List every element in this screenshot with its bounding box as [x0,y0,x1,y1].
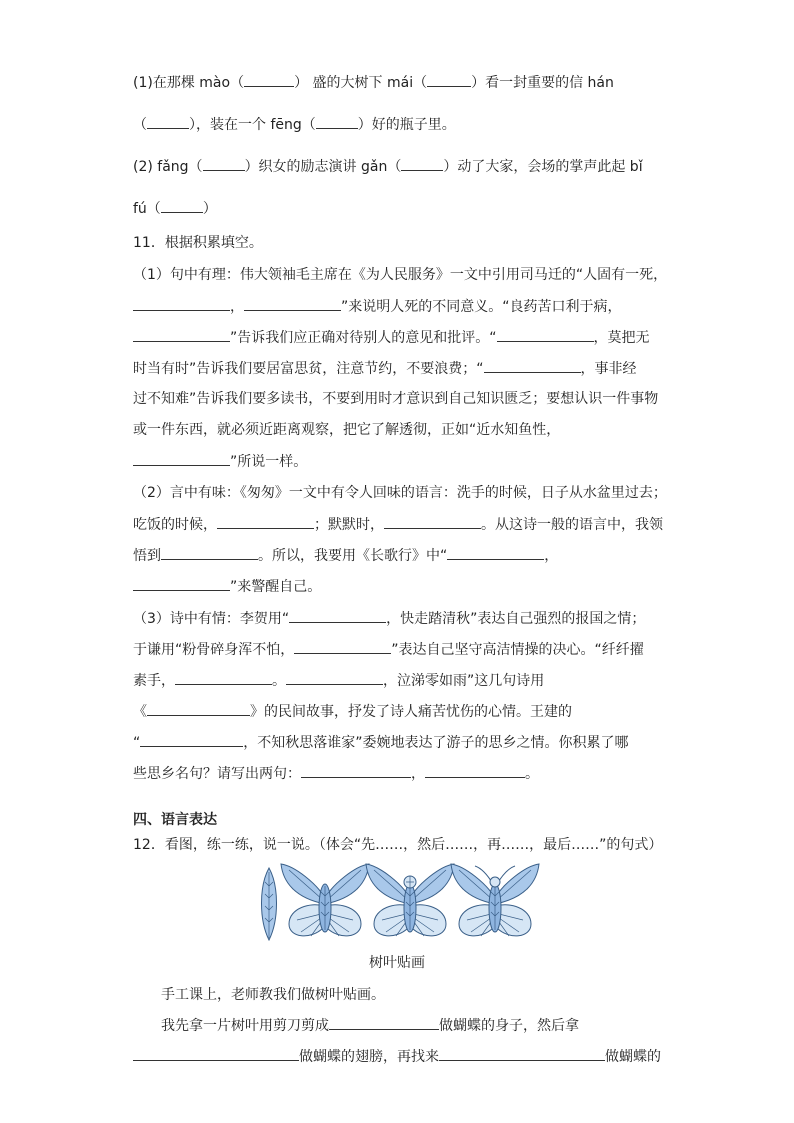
q11-s3-line5: “ ，不知秋思落谁家”委婉地表达了游子的思乡之情。你积累了哪 [133,732,629,753]
q11-s1-line3: ”告诉我们应正确对待别人的意见和批评。“ ，莫把无 [133,327,650,348]
q12-para2: 我先拿一片树叶用剪刀剪成 做蝴蝶的身子，然后拿 [161,1015,579,1036]
figure-caption: 树叶贴画 [369,955,425,971]
blank-q11-6[interactable] [133,451,230,466]
q11-s1-line7: ”所说一样。 [133,451,307,472]
q10-line4: fú（ ） [133,198,217,219]
blank-q11-5[interactable] [484,358,581,373]
q11-s1-line4: 时当有时”告诉我们要居富思贫，注意节约，不要浪费；“ ，事非经 [133,358,637,379]
blank-fang[interactable] [203,156,245,171]
q11-s3-line4: 《 》的民间故事，抒发了诗人痛苦忧伤的心情。王建的 [133,701,572,722]
leaf-butterfly-figure [255,862,545,944]
q11-s2-line4: ”来警醒自己。 [133,576,321,597]
blank-q11-13[interactable] [294,639,391,654]
q11-s2-line3: 悟到 。所以，我要用《长歌行》中“ ， [133,545,558,566]
butterfly-step-2-icon [366,864,454,936]
blank-q11-9[interactable] [161,545,258,560]
q10-line1: (1)在那棵 mào（ ） 盛的大树下 mái（ ）看一封重要的信 hán [133,72,614,93]
single-leaf-icon [262,868,277,940]
blank-gan[interactable] [401,156,443,171]
blank-q11-7[interactable] [217,514,314,529]
blank-q11-3[interactable] [133,327,230,342]
blank-q11-17[interactable] [140,732,243,747]
q11-s1-line1: （1）句中有理：伟大领袖毛主席在《为人民服务》一文中引用司马迁的“人固有一死， [133,267,668,283]
q12-para3: 做蝴蝶的翅膀，再找来 做蝴蝶的 [133,1046,661,1067]
q12-para1: 手工课上，老师教我们做树叶贴画。 [161,987,385,1003]
blank-q11-4[interactable] [497,327,594,342]
q11-s1-line5: 过不知难”告诉我们要多读书，不要到用时才意识到自己知识匮乏；要想认识一件事物 [133,391,659,407]
butterfly-step-1-icon [281,864,369,936]
blank-q11-18[interactable] [301,763,411,778]
q11-s1-line6: 或一件东西，就必须近距离观察，把它了解透彻，正如“近水知鱼性， [133,422,561,438]
q11-s3-line1: （3）诗中有情：李贺用“ ，快走踏清秋”表达自己强烈的报国之情； [133,608,645,629]
q11-s2-line1: （2）言中有味：《匆匆》一文中有令人回味的语言：洗手的时候，日子从水盆里过去； [133,485,667,501]
q11-s3-line6: 些思乡名句？请写出两句： ， 。 [133,763,539,784]
section-heading: 四、语言表达 [133,812,217,828]
blank-han[interactable] [147,114,189,129]
blank-q11-11[interactable] [133,576,230,591]
blank-q12-2[interactable] [133,1046,299,1061]
blank-q11-15[interactable] [286,670,383,685]
q11-title: 11．根据积累填空。 [133,235,263,251]
blank-q11-14[interactable] [175,670,272,685]
q11-s2-line2: 吃饭的时候， ；默默时， 。从这诗一般的语言中，我领 [133,514,663,535]
blank-q11-12[interactable] [289,608,386,623]
blank-q11-10[interactable] [447,545,544,560]
blank-q11-8[interactable] [384,514,481,529]
blank-mai[interactable] [427,72,471,87]
q10-line3: (2) fǎng（ ）织女的励志演讲 gǎn（ ）动了大家，会场的掌声此起 bǐ [133,156,643,177]
q11-s3-line3: 素手， 。 ，泣涕零如雨”这几句诗用 [133,670,544,691]
blank-q11-1[interactable] [133,296,230,311]
blank-mao[interactable] [244,72,294,87]
blank-fu[interactable] [161,198,203,213]
q11-s1-line2: ， ”来说明人死的不同意义。“良药苦口利于病， [133,296,622,317]
blank-q11-16[interactable] [147,701,250,716]
blank-q11-2[interactable] [244,296,341,311]
blank-q12-1[interactable] [329,1015,439,1030]
blank-q11-19[interactable] [425,763,525,778]
q10-line2: （ ），装在一个 fēng（ ）好的瓶子里。 [133,114,456,135]
blank-q12-3[interactable] [439,1046,605,1061]
blank-feng[interactable] [316,114,358,129]
q11-s3-line2: 于谦用“粉骨碎身浑不怕， ”表达自己坚守高洁情操的决心。“纤纤擢 [133,639,644,660]
q12-title: 12．看图，练一练，说一说。（体会“先……，然后……，再……，最后……”的句式） [133,837,663,853]
butterfly-step-3-icon [451,864,539,936]
